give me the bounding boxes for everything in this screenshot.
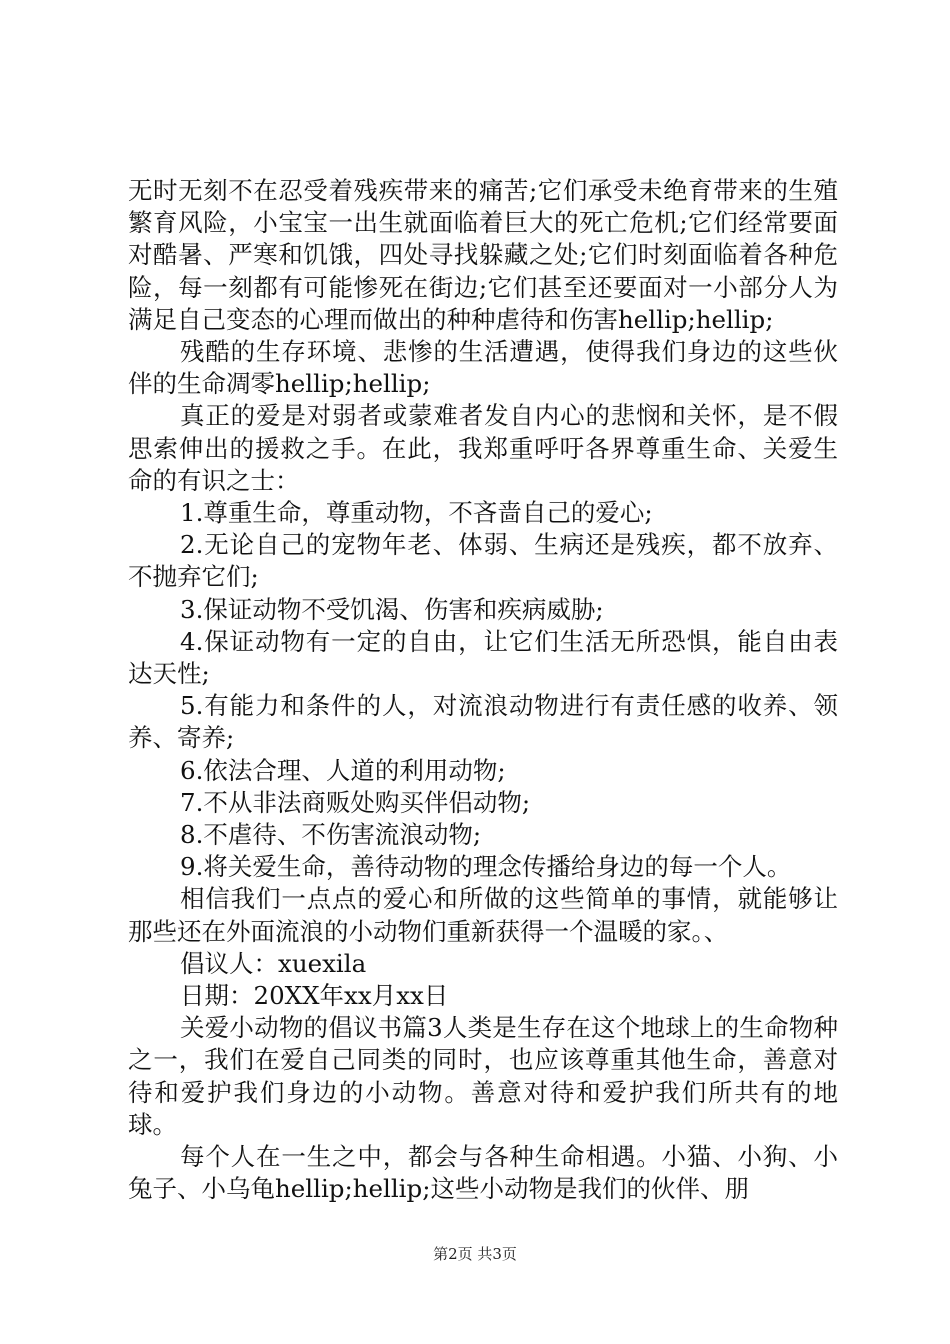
paragraph: 残酷的生存环境、悲惨的生活遭遇，使得我们身边的这些伙伴的生命凋零hellip;hellip; xyxy=(128,337,838,399)
list-item-7: 7.不从非法商贩处购买伴侣动物; xyxy=(180,787,531,817)
list-item-9: 9.将关爱生命，善待动物的理念传播给身边的每一个人。 xyxy=(180,852,792,882)
list-item-6: 6.依法合理、人道的利用动物; xyxy=(180,755,506,785)
paragraph: 相信我们一点点的爱心和所做的这些简单的事情，就能够让那些还在外面流浪的小动物们重新获得一个温暖的家。、 xyxy=(128,884,838,946)
list-item-4: 4.保证动物有一定的自由，让它们生活无所恐惧，能自由表达天性; xyxy=(128,626,838,689)
paragraph-continued: 无时无刻不在忍受着残疾带来的痛苦;它们承受未绝育带来的生殖繁育风险，小宝宝一出生就面临着巨大的死亡危机;它们经常要面对酷暑、严寒和饥饿，四处寻找躲藏之处;它们时刻面临着各种危险，每一刻都有可能惨死在街边;它们甚至还要面对一小部分人为满足自己变态的心理而做出的种种虐待和伤害hellip;hellip; xyxy=(128,176,838,334)
page-number: 第2页 共3页 xyxy=(433,1245,517,1263)
paragraph: 每个人在一生之中，都会与各种生命相遇。小猫、小狗、小兔子、小乌龟hellip;hellip;这些小动物是我们的伙伴、朋 xyxy=(128,1142,838,1204)
document-body xyxy=(128,175,838,1206)
list-item-8: 8.不虐待、不伤害流浪动物; xyxy=(180,820,482,850)
list-item-1: 1.尊重生命，尊重动物，不吝啬自己的爱心; xyxy=(180,498,653,528)
paragraph: 关爱小动物的倡议书篇3人类是生存在这个地球上的生命物种之一，我们在爱自己同类的同时，也应该尊重其他生命，善意对待和爱护我们身边的小动物。善意对待和爱护我们所共有的地球。 xyxy=(128,1013,838,1139)
list-item-3: 3.保证动物不受饥渴、伤害和疾病威胁; xyxy=(180,594,604,624)
signature-line: 倡议人：xuexila xyxy=(180,948,367,978)
list-item-2: 2.无论自己的宠物年老、体弱、生病还是残疾，都不放弃、不抛弃它们; xyxy=(128,530,838,592)
list-item-5: 5.有能力和条件的人，对流浪动物进行有责任感的收养、领养、寄养; xyxy=(128,691,838,753)
date-line: 日期：20XX年xx月xx日 xyxy=(180,981,449,1011)
paragraph: 真正的爱是对弱者或蒙难者发自内心的悲悯和关怀，是不假思索伸出的援救之手。在此，我郑重呼吁各界尊重生命、关爱生命的有识之士： xyxy=(128,401,838,495)
page-footer xyxy=(0,1244,950,1264)
